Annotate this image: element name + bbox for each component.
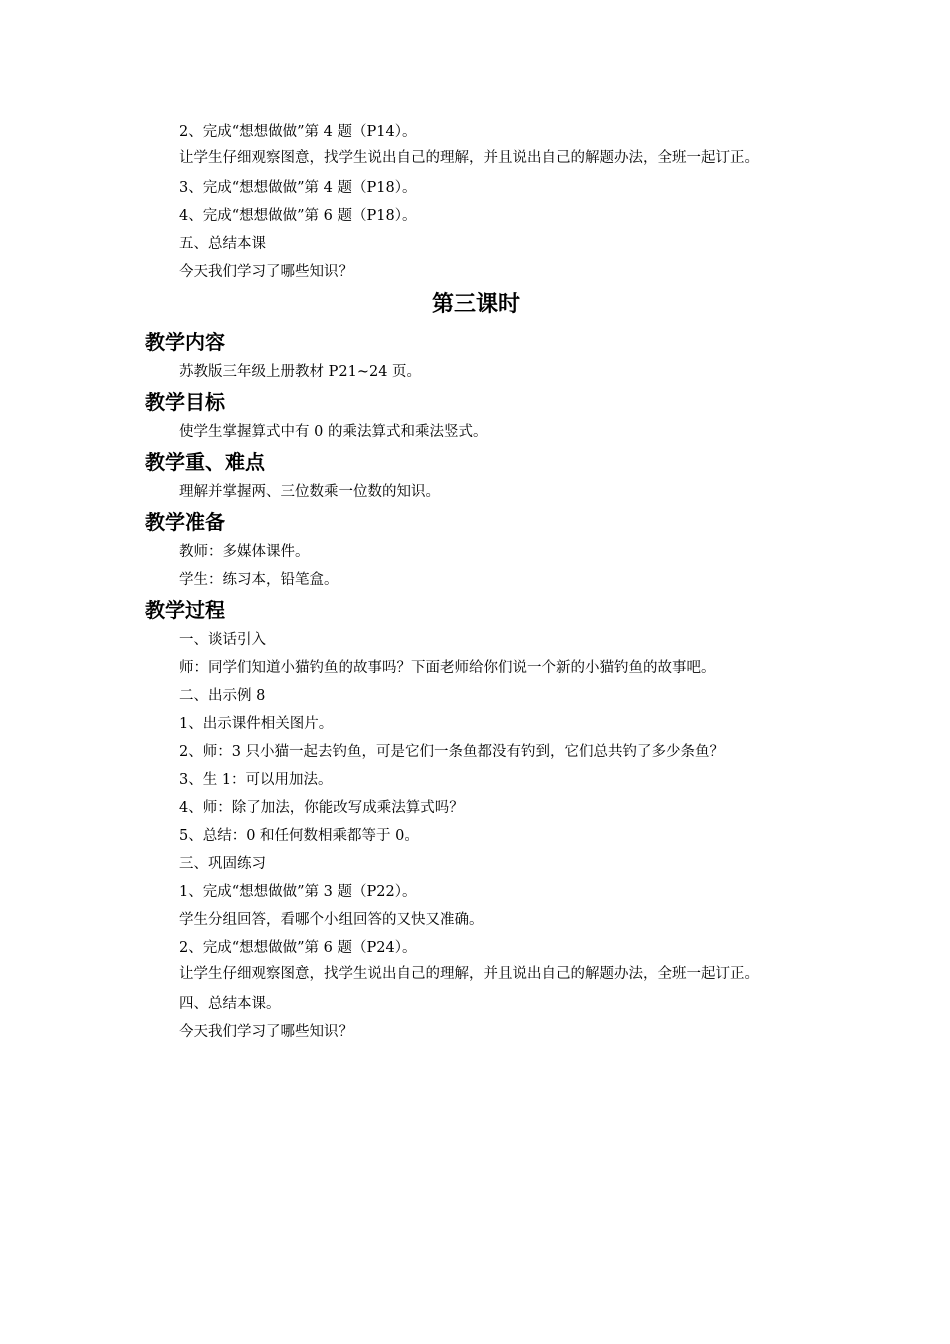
paragraph: 4、师：除了加法，你能改写成乘法算式吗？ [179,800,464,816]
paragraph: 2、完成“想想做做”第 4 题（P14）。 [179,124,417,140]
section-heading-process: 教学过程 [145,598,225,622]
paragraph: 让学生仔细观察图意，找学生说出自己的理解，并且说出自己的解题办法，全班一起订正。 [179,150,759,166]
paragraph: 使学生掌握算式中有 0 的乘法算式和乘法竖式。 [179,424,488,440]
paragraph: 二、出示例 8 [179,688,266,704]
chapter-title: 第三课时 [431,292,520,317]
paragraph: 今天我们学习了哪些知识？ [179,1024,353,1040]
paragraph: 1、完成“想想做做”第 3 题（P22）。 [179,884,417,900]
paragraph: 一、谈话引入 [179,632,266,648]
section-heading-goals: 教学目标 [145,390,225,414]
paragraph: 2、完成“想想做做”第 6 题（P24）。 [179,940,417,956]
section-heading-key-points: 教学重、难点 [145,450,265,474]
section-heading-content: 教学内容 [145,330,225,354]
paragraph: 师：同学们知道小猫钓鱼的故事吗？下面老师给你们说一个新的小猫钓鱼的故事吧。 [179,660,716,676]
paragraph: 2、师：3 只小猫一起去钓鱼，可是它们一条鱼都没有钓到，它们总共钓了多少条鱼？ [179,744,725,760]
paragraph: 理解并掌握两、三位数乘一位数的知识。 [179,484,440,500]
paragraph: 教师：多媒体课件。 [179,544,310,560]
paragraph: 5、总结：0 和任何数相乘都等于 0。 [179,828,419,844]
paragraph: 四、总结本课。 [179,996,281,1012]
paragraph: 3、生 1：可以用加法。 [179,772,333,788]
paragraph: 五、总结本课 [179,236,266,252]
section-heading-preparation: 教学准备 [145,510,225,534]
paragraph: 三、巩固练习 [179,856,266,872]
paragraph: 4、完成“想想做做”第 6 题（P18）。 [179,208,417,224]
paragraph: 苏教版三年级上册教材 P21~24 页。 [179,364,422,380]
paragraph: 1、出示课件相关图片。 [179,716,334,732]
paragraph: 学生：练习本，铅笔盒。 [179,572,339,588]
document-page [145,118,807,1046]
paragraph: 今天我们学习了哪些知识？ [179,264,353,280]
paragraph: 让学生仔细观察图意，找学生说出自己的理解，并且说出自己的解题办法，全班一起订正。 [179,966,759,982]
paragraph: 3、完成“想想做做”第 4 题（P18）。 [179,180,417,196]
paragraph: 学生分组回答，看哪个小组回答的又快又准确。 [179,912,484,928]
